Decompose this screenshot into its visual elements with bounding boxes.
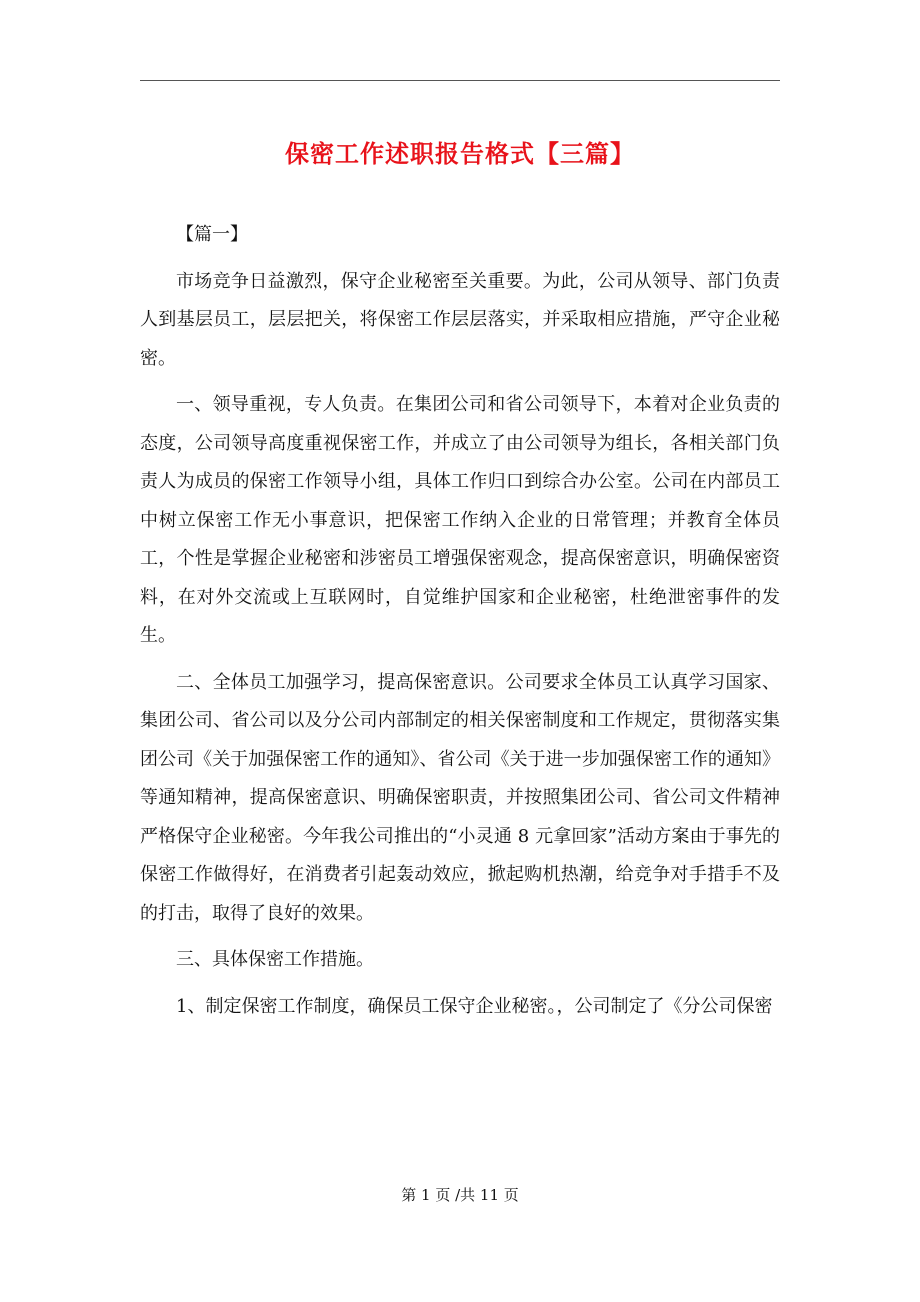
paragraph: 三、具体保密工作措施。 <box>176 949 374 970</box>
document-body <box>140 216 780 1026</box>
paragraph: 二、全体员工加强学习，提高保密意识。公司要求全体员工认真学习国家、集团公司、省公司以及分公司内部制定的相关保密制度和工作规定，贯彻落实集团公司《关于加强保密工作的通知》、省公司《关于进一步加强保密工作的通知》等通知精神，提高保密意识、明确保密职责，并按照集团公司、省公司文件精神严格保守企业秘密。今年我公司推出的“小灵通 8 元拿回家”活动方案由于事先的保密工作做得好，在消费者引起轰动效应，掀起购机热潮，给竞争对手措手不及的打击，取得了良好的效果。 <box>140 671 780 924</box>
document-title: 保密工作述职报告格式【三篇】 <box>285 140 635 169</box>
paragraph: 市场竞争日益激烈，保守企业秘密至关重要。为此，公司从领导、部门负责人到基层员工，层层把关，将保密工作层层落实，并采取相应措施，严守企业秘密。 <box>140 270 780 369</box>
section-label: 【篇一】 <box>176 224 248 245</box>
page-number: 第 1 页 /共 11 页 <box>401 1186 519 1204</box>
paragraph: 一、领导重视，专人负责。在集团公司和省公司领导下，本着对企业负责的态度，公司领导高度重视保密工作，并成立了由公司领导为组长，各相关部门负责人为成员的保密工作领导小组，具体工作归口到综合办公室。公司在内部员工中树立保密工作无小事意识，把保密工作纳入企业的日常管理；并教育全体员工，个性是掌握企业秘密和涉密员工增强保密观念，提高保密意识，明确保密资料，在对外交流或上互联网时，自觉维护国家和企业秘密，杜绝泄密事件的发生。 <box>140 394 780 646</box>
paragraph: 1、制定保密工作制度，确保员工保守企业秘密。，公司制定了《分公司保密 <box>176 995 773 1017</box>
header-rule <box>140 80 780 81</box>
